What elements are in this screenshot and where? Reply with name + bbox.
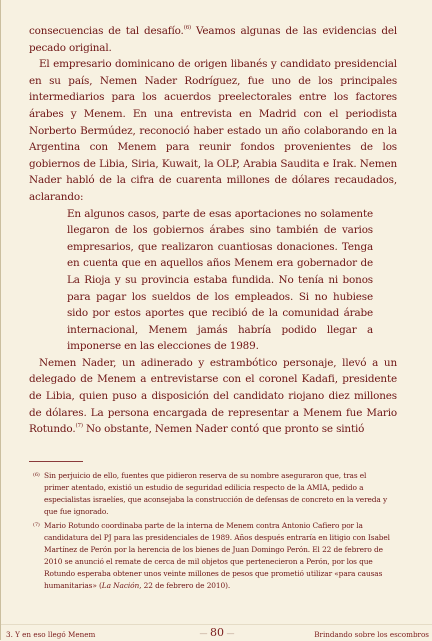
paragraph: consecuencias de tal desafío.$^{(6)}$ Veamos algunas de las evidencias del pecado original.	[29, 25, 397, 54]
paragraph: El empresario dominicano de origen libanés y candidato presidencial en su país, Nemen Nader Rodríguez, fue uno de los principales intermediarios para los acuerdos preelectorales entre los factores árabes y Menem. En una entrevista en Madrid con el periodista Norberto Bermúdez, reconoció haber estado un año colaborando en la Argentina con Menem para reunir fondos provenientes de los gobiernos de Libia, Siria, Kuwait, la OLP, Arabia Saudita e Irak. Nemen Nader habló de la cifra de cuarenta millones de dólares recaudados, aclarando:	[29, 58, 397, 203]
footnote-number: (6)	[33, 472, 40, 478]
dash-right: —	[224, 629, 235, 638]
page-number: 80	[210, 626, 224, 639]
footnote-ref-6[interactable]: (6)	[183, 25, 192, 31]
footnote-6	[33, 470, 390, 518]
page-footer	[1, 624, 432, 641]
page-number-block	[181, 626, 253, 639]
paragraph: Nemen Nader, un adinerado y estrambótico personaje, llevó a un delegado de Menem a entrevistarse con el coronel Kadafi, presidente de Libia, quien puso a disposición del candidato riojano diez millones de dólares. La persona encargada de representar a Menem fue Mario Rotundo.$^{(7)}$ No obstante, Nemen Nader contó que pronto se sintió	[29, 356, 397, 436]
book-section-title: Brindando sobre los escombros	[314, 630, 429, 639]
footnote-source: La Nación	[101, 581, 140, 590]
footnote-ref-7[interactable]: (7)	[75, 423, 83, 430]
footnote-text: Sin perjuicio de ello, fuentes que pidieron reserva de su nombre aseguraron que, tras el primer atentado, existió un estudio de seguridad edilicia respecto de la AMIA, pedido a especialistas israelíes, que aconsejaba la construcción de defensas de concreto en la vereda y que fue ignorado.	[44, 471, 388, 516]
body-text	[29, 23, 397, 438]
footnote-number: (7)	[33, 522, 40, 528]
dash-left: —	[199, 629, 210, 638]
block-quote: En algunos casos, parte de esas aportaciones no solamente llegaron de los gobiernos árabes sino también de varios empresarios, que realizaron cuantiosas donaciones. Tenga en cuenta que en aquellos años Menem era gobernador de La Rioja y su provincia estaba fundida. No tenía ni bonos para pagar los sueldos de los empleados. Si no hubiese sido por estos aportes que recibió de la comunidad árabe internacional, Menem jamás habría podido llegar a imponerse en las elecciones de 1989.	[67, 207, 373, 353]
footnote-7: (7) Mario Rotundo coordinaba parte de la interna de Menem contra Antonio Cafiero por la candidatura del PJ para las presidenciales de 1989. Años después entraría en litigio con Isabel Martínez de Perón por la herencia de los bienes de Juan Domingo Perón. El 22 de febrero de 2010 se anunció el remate de cerca de mil objetos que pertenecieron a Perón, por los que Rotundo esperaba obtener unos veinte millones de pesos que prometió utilizar «para causas humanitarias» (La Nación, 22 de febrero de 2010).	[33, 521, 390, 590]
footnote-divider	[29, 461, 83, 462]
footnotes	[33, 470, 390, 594]
chapter-title: 3. Y en eso llegó Menem	[6, 630, 96, 639]
